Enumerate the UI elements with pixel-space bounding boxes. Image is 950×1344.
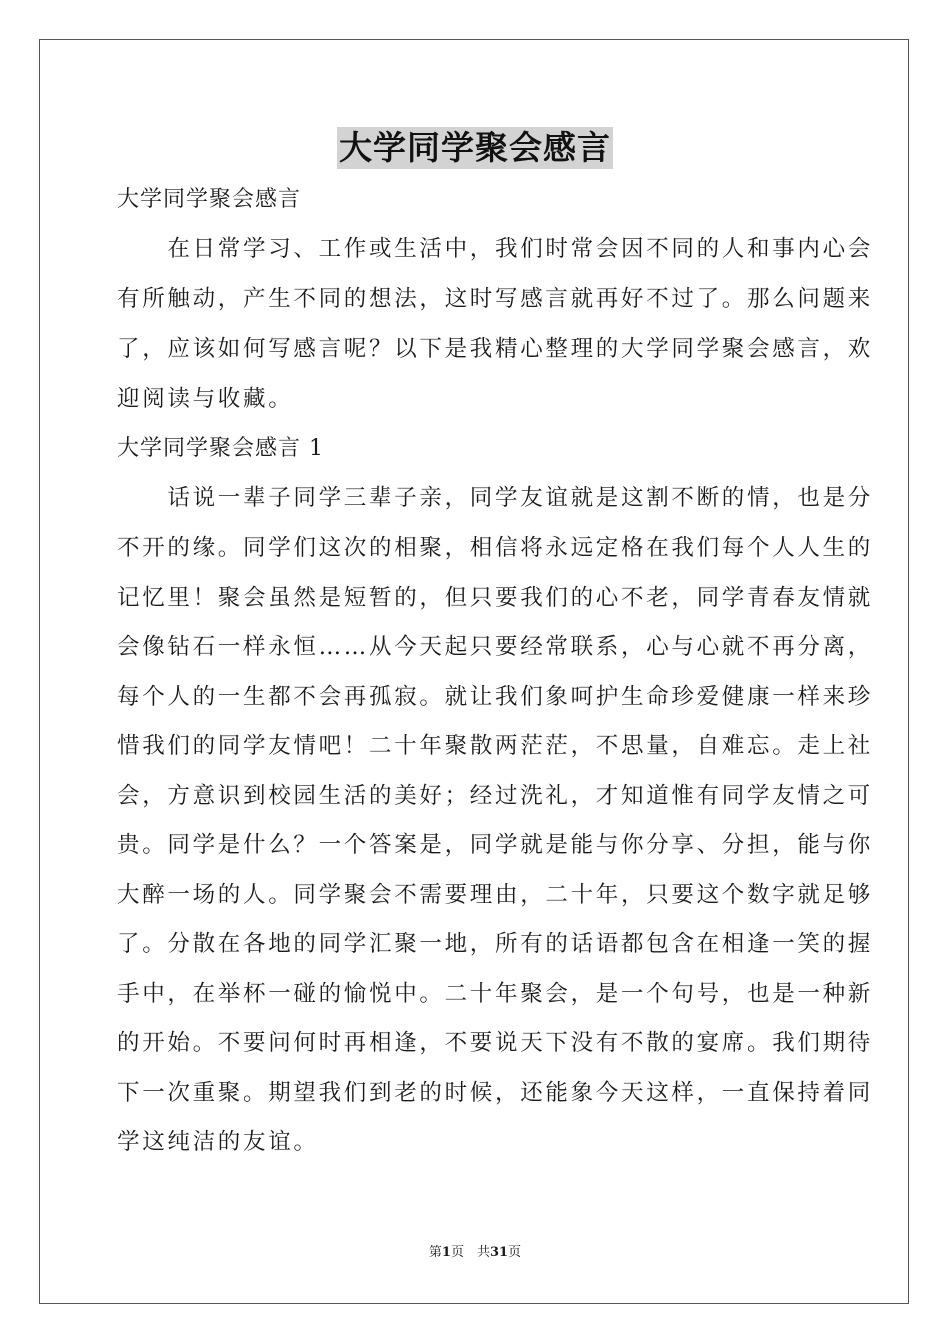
body-line-4: 会像钻石一样永恒……从今天起只要经常联系，心与心就不再分离， — [117, 634, 874, 660]
footer-middle: 页 共 — [450, 1245, 490, 1260]
body-line-1: 话说一辈子同学三辈子亲，同学友谊就是这割不断的情，也是分 — [117, 485, 874, 511]
body-line-6: 惜我们的同学友情吧！二十年聚散两茫茫，不思量，自难忘。走上社 — [117, 733, 874, 759]
body-line-14: 学这纯洁的友谊。 — [117, 1129, 319, 1155]
body-line-12: 的开始。不要问何时再相逢，不要说天下没有不散的宴席。我们期待 — [117, 1030, 874, 1056]
document-subtitle: 大学同学聚会感言 — [117, 187, 302, 212]
footer-total-pages: 31 — [489, 1245, 509, 1260]
intro-line-3: 了，应该如何写感言呢？以下是我精心整理的大学同学聚会感言，欢 — [117, 336, 874, 362]
body-line-13: 下一次重聚。期望我们到老的时候，还能象今天这样，一直保持着同 — [117, 1080, 874, 1106]
title-container — [0, 127, 950, 169]
footer-suffix: 页 — [508, 1245, 522, 1260]
footer-page-number: 1 — [441, 1245, 451, 1260]
intro-line-4: 迎阅读与收藏。 — [117, 386, 294, 412]
body-line-11: 手中，在举杯一碰的愉悦中。二十年聚会，是一个句号，也是一种新 — [117, 981, 874, 1007]
document-title: 大学同学聚会感言 — [339, 128, 611, 167]
intro-line-2: 有所触动，产生不同的想法，这时写感言就再好不过了。那么问题来 — [117, 286, 874, 312]
page-footer — [0, 1244, 950, 1262]
section-heading: 大学同学聚会感言 1 — [117, 436, 324, 461]
body-line-5: 每个人的一生都不会再孤寂。就让我们象呵护生命珍爱健康一样来珍 — [117, 684, 874, 710]
body-line-9: 大醉一场的人。同学聚会不需要理由，二十年，只要这个数字就足够 — [117, 882, 874, 908]
body-line-7: 会，方意识到校园生活的美好；经过洗礼，才知道惟有同学友情之可 — [117, 783, 874, 809]
intro-line-1: 在日常学习、工作或生活中，我们时常会因不同的人和事内心会 — [117, 236, 874, 262]
body-line-10: 了。分散在各地的同学汇聚一地，所有的话语都包含在相逢一笑的握 — [117, 931, 874, 957]
body-line-8: 贵。同学是什么？一个答案是，同学就是能与你分享、分担，能与你 — [117, 832, 874, 858]
page-border — [39, 39, 909, 1304]
footer-prefix: 第 — [428, 1245, 442, 1260]
body-line-3: 记忆里！聚会虽然是短暂的，但只要我们的心不老，同学青春友情就 — [117, 585, 874, 611]
body-line-2: 不开的缘。同学们这次的相聚，相信将永远定格在我们每个人人生的 — [117, 535, 874, 561]
